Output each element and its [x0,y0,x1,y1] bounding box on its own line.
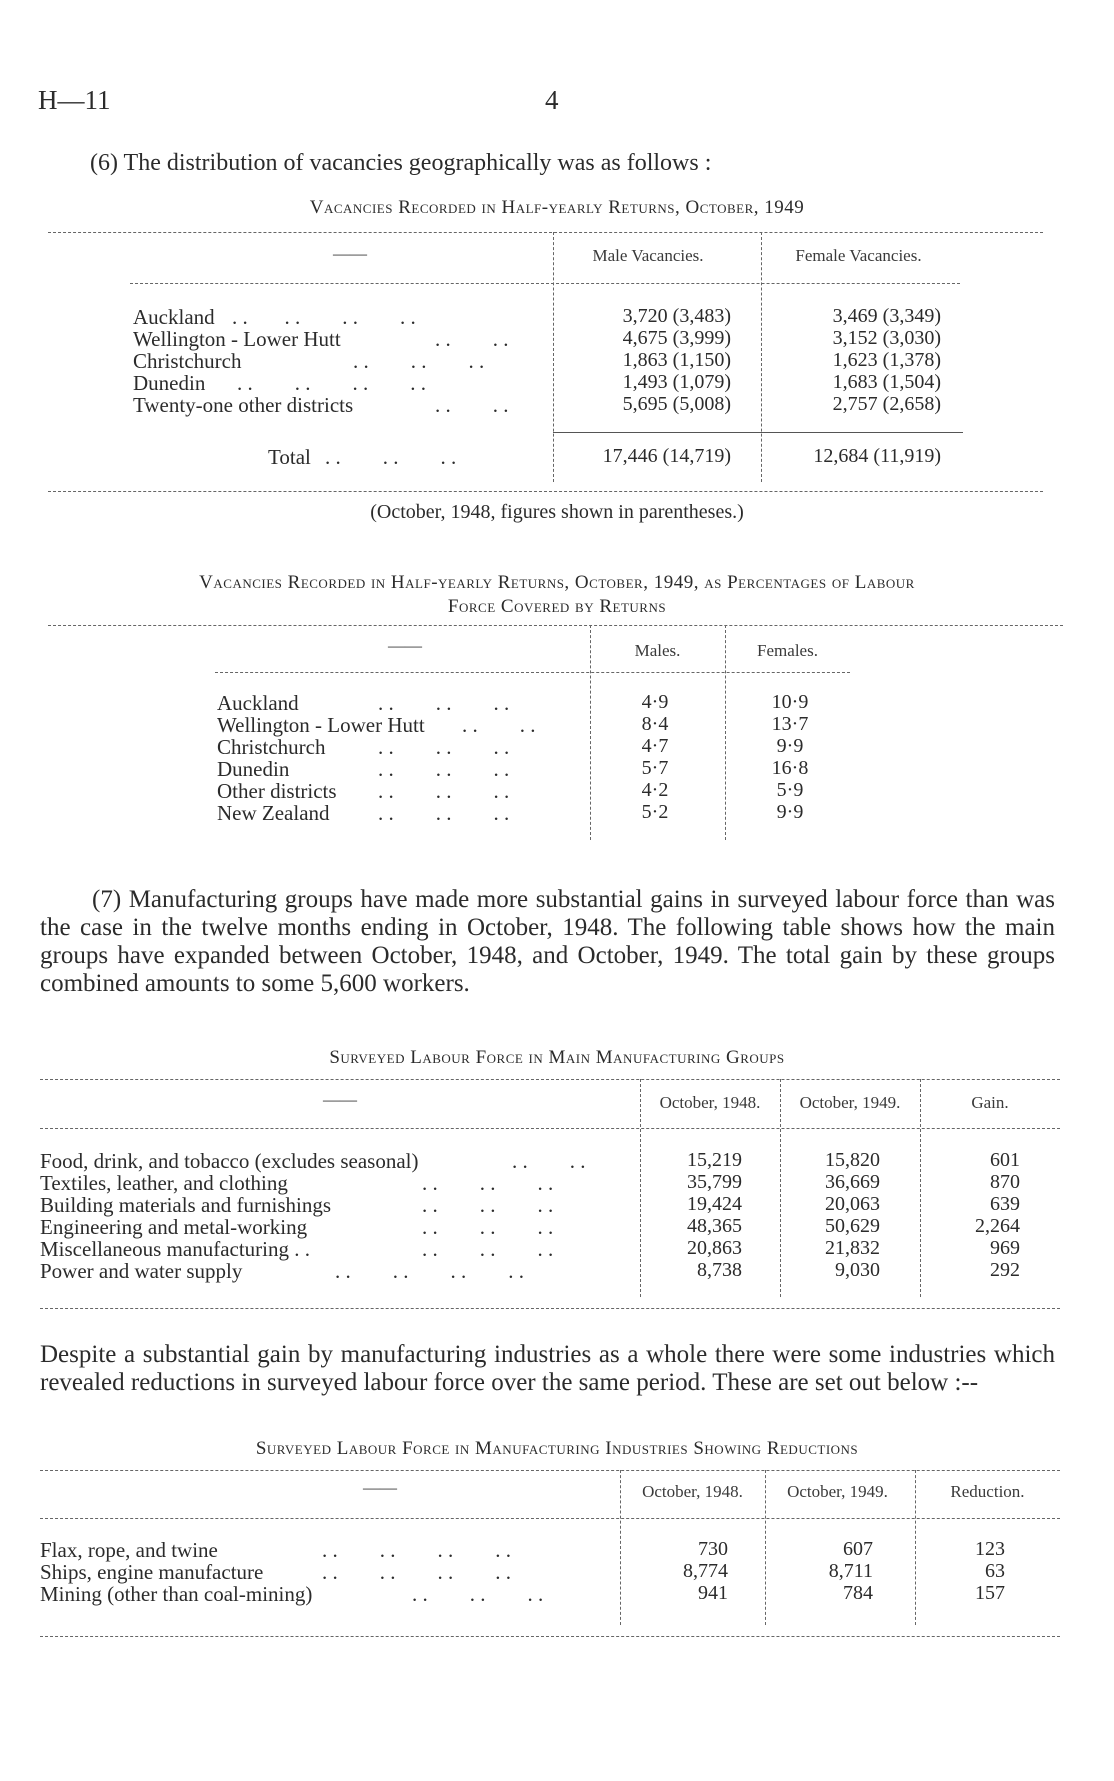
row-label: Wellington - Lower Hutt [133,327,341,351]
table-row [0,371,1114,393]
table1-col-male: Male Vacancies. [592,246,704,265]
table-row [0,1259,1114,1281]
reduction-value: 157 [975,1582,1005,1604]
row-leader: . . . . . . [422,1193,554,1217]
female-value: 3,469 (3,349) [832,305,941,327]
table4-col-reduction: Reduction. [950,1482,1025,1501]
row-label: Dunedin [217,757,290,781]
male-value: 1,863 (1,150) [622,349,731,371]
female-value: 1,623 (1,378) [832,349,941,371]
males-pct: 5·2 [641,801,669,823]
row-label: Building materials and furnishings [40,1193,332,1217]
female-value: 3,152 (3,030) [832,327,941,349]
males-pct: 4·2 [641,779,669,801]
row-leader: . . . . [512,1149,586,1173]
female-value: 1,683 (1,504) [832,371,941,393]
females-pct: 13·7 [771,713,809,735]
table-row [0,305,1114,327]
table4-col-oct48: October, 1948. [642,1482,743,1501]
table2-stub-header: —— [388,636,422,655]
table3-col-gain: Gain. [971,1093,1009,1112]
gain-value: 292 [990,1259,1020,1281]
oct49-value: 607 [843,1538,873,1560]
oct49-value: 21,832 [825,1237,880,1259]
oct49-value: 784 [843,1582,873,1604]
report-code: H—11 [38,85,111,115]
table1-total-rule [553,432,963,433]
row-leader: . . . . . . [422,1215,554,1239]
table-row [0,349,1114,371]
row-leader: . . . . . . [378,779,510,803]
males-pct: 5·7 [641,757,669,779]
females-pct: 16·8 [771,757,809,779]
row-label: Wellington - Lower Hutt [217,713,425,737]
table-row [0,713,1114,735]
males-pct: 8·4 [641,713,669,735]
oct49-value: 15,820 [825,1149,880,1171]
row-leader: . . . . . . [353,349,485,373]
reduction-value: 63 [985,1560,1005,1582]
row-leader: . . . . . . . . [322,1538,511,1562]
row-label: Mining (other than coal-mining) [40,1582,313,1606]
table3-stub-header: —— [323,1090,357,1109]
table1-bottom-rule [48,491,1043,492]
oct48-value: 19,424 [687,1193,742,1215]
female-total: 12,684 (11,919) [813,445,941,467]
table2-title-line2: Force Covered by Returns [447,596,667,617]
row-leader: . . . . . . . . [232,305,416,329]
table3-col-oct48: October, 1948. [659,1093,761,1112]
females-pct: 10·9 [771,691,809,713]
reduction-value: 123 [975,1538,1005,1560]
row-label: Textiles, leather, and clothing [40,1171,288,1195]
male-value: 3,720 (3,483) [622,305,731,327]
table2-col-females: Females. [757,641,818,660]
row-label: Food, drink, and tobacco (excludes seasonal) [40,1149,419,1173]
table3-top-rule [40,1079,1060,1080]
oct48-value: 8,738 [697,1259,742,1281]
table4-bottom-rule [40,1636,1060,1637]
row-leader: . . . . . . [378,735,510,759]
row-label: Flax, rope, and twine [40,1538,218,1562]
table-row [0,1215,1114,1237]
row-label: Christchurch [217,735,326,759]
male-value: 5,695 (5,008) [622,393,731,415]
table-row [0,1149,1114,1171]
row-label: Auckland [133,305,215,329]
females-pct: 5·9 [776,779,804,801]
row-label: Dunedin [133,371,206,395]
females-pct: 9·9 [776,735,804,757]
table2-col-males: Males. [634,641,681,660]
table3-header-rule [40,1128,1060,1129]
table1-total-row [0,445,1114,467]
table3-body [0,1149,1114,1281]
oct48-value: 35,799 [687,1171,742,1193]
males-pct: 4·7 [641,735,669,757]
table2-header-rule [215,672,850,673]
table1-stub-header: —— [333,244,367,263]
row-leader: . . . . . . [325,445,457,469]
row-leader: . . . . . . [378,757,510,781]
oct49-value: 8,711 [828,1560,873,1582]
table1-title: Vacancies Recorded in Half-yearly Returns, October, 1949 [309,197,805,218]
table4-body [0,1538,1114,1604]
row-leader: . . . . . . . . [335,1259,524,1283]
table1-top-rule [48,232,1043,233]
row-leader: . . . . . . [422,1237,554,1261]
table4-top-rule [40,1470,1060,1471]
table-row [0,1237,1114,1259]
table-row [0,1560,1114,1582]
table3-title: Surveyed Labour Force in Main Manufacturing Groups [329,1047,785,1068]
table1-note: (October, 1948, figures shown in parentheses.) [370,501,744,523]
female-value: 2,757 (2,658) [832,393,941,415]
table4-header-rule [40,1518,1060,1519]
oct48-value: 730 [698,1538,728,1560]
row-leader: . . . . . . [378,691,510,715]
table-row [0,779,1114,801]
row-label: Ships, engine manufacture [40,1560,264,1584]
paragraph-8: Despite a substantial gain by manufacturing industries as a whole there were some industries which revealed reductions in surveyed labour force over the same period. These are set out below :-- [40,1341,1055,1396]
oct48-value: 941 [698,1582,728,1604]
page-number: 4 [545,85,559,115]
table1-col-female: Female Vacancies. [795,246,922,265]
row-leader: . . . . . . . . [322,1560,511,1584]
table2-body [0,691,1114,823]
gain-value: 601 [990,1149,1020,1171]
table-row [0,1582,1114,1604]
row-leader: . . . . . . [378,801,510,825]
row-leader: . . . . . . [412,1582,544,1606]
oct49-value: 9,030 [835,1259,880,1281]
table2-title-line1: Vacancies Recorded in Half-yearly Returns, October, 1949, as Percentages of Labour [199,572,915,593]
oct48-value: 20,863 [687,1237,742,1259]
row-label: Other districts [217,779,337,803]
gain-value: 870 [990,1171,1020,1193]
row-label: Auckland [217,691,299,715]
males-pct: 4·9 [641,691,669,713]
section-intro: (6) The distribution of vacancies geographically was as follows : [90,150,712,176]
table3-bottom-rule [40,1308,1060,1309]
oct48-value: 48,365 [687,1215,742,1237]
male-value: 4,675 (3,999) [622,327,731,349]
oct49-value: 50,629 [825,1215,880,1237]
table-row [0,1171,1114,1193]
row-label: New Zealand [217,801,330,825]
table4-stub-header: —— [363,1478,397,1497]
table-row [0,691,1114,713]
table-row [0,327,1114,349]
row-label: Christchurch [133,349,242,373]
male-total: 17,446 (14,719) [602,445,731,467]
gain-value: 969 [990,1237,1020,1259]
table1-header-rule [130,283,960,284]
table-row [0,393,1114,415]
row-leader: . . . . . . [422,1171,554,1195]
row-label: Miscellaneous manufacturing . . [40,1237,311,1261]
oct48-value: 8,774 [683,1560,728,1582]
gain-value: 2,264 [975,1215,1020,1237]
females-pct: 9·9 [776,801,804,823]
table-row [0,1193,1114,1215]
oct49-value: 36,669 [825,1171,880,1193]
oct48-value: 15,219 [687,1149,742,1171]
table4-title: Surveyed Labour Force in Manufacturing Industries Showing Reductions [255,1438,859,1459]
row-leader: . . . . [462,713,536,737]
table3-col-oct49: October, 1949. [799,1093,901,1112]
table1-body [0,305,1114,415]
paragraph-7: (7) Manufacturing groups have made more substantial gains in surveyed labour force than was the case in the twelve months ending in October, 1948. The following table shows how the main groups have expanded between October, 1948, and October, 1949. The total gain by these groups combined amounts to some 5,600 workers. [40,886,1055,997]
table-row [0,757,1114,779]
total-label: Total [268,445,311,469]
row-leader: . . . . . . . . [237,371,426,395]
table-row [0,1538,1114,1560]
table4-col-oct49: October, 1949. [787,1482,888,1501]
row-leader: . . . . [435,393,509,417]
table-row [0,735,1114,757]
gain-value: 639 [990,1193,1020,1215]
row-label: Power and water supply [40,1259,243,1283]
oct49-value: 20,063 [825,1193,880,1215]
row-label: Twenty-one other districts [133,393,354,417]
table2-top-rule [48,625,1063,626]
row-label: Engineering and metal-working [40,1215,308,1239]
male-value: 1,493 (1,079) [622,371,731,393]
row-leader: . . . . [435,327,509,351]
table-row [0,801,1114,823]
